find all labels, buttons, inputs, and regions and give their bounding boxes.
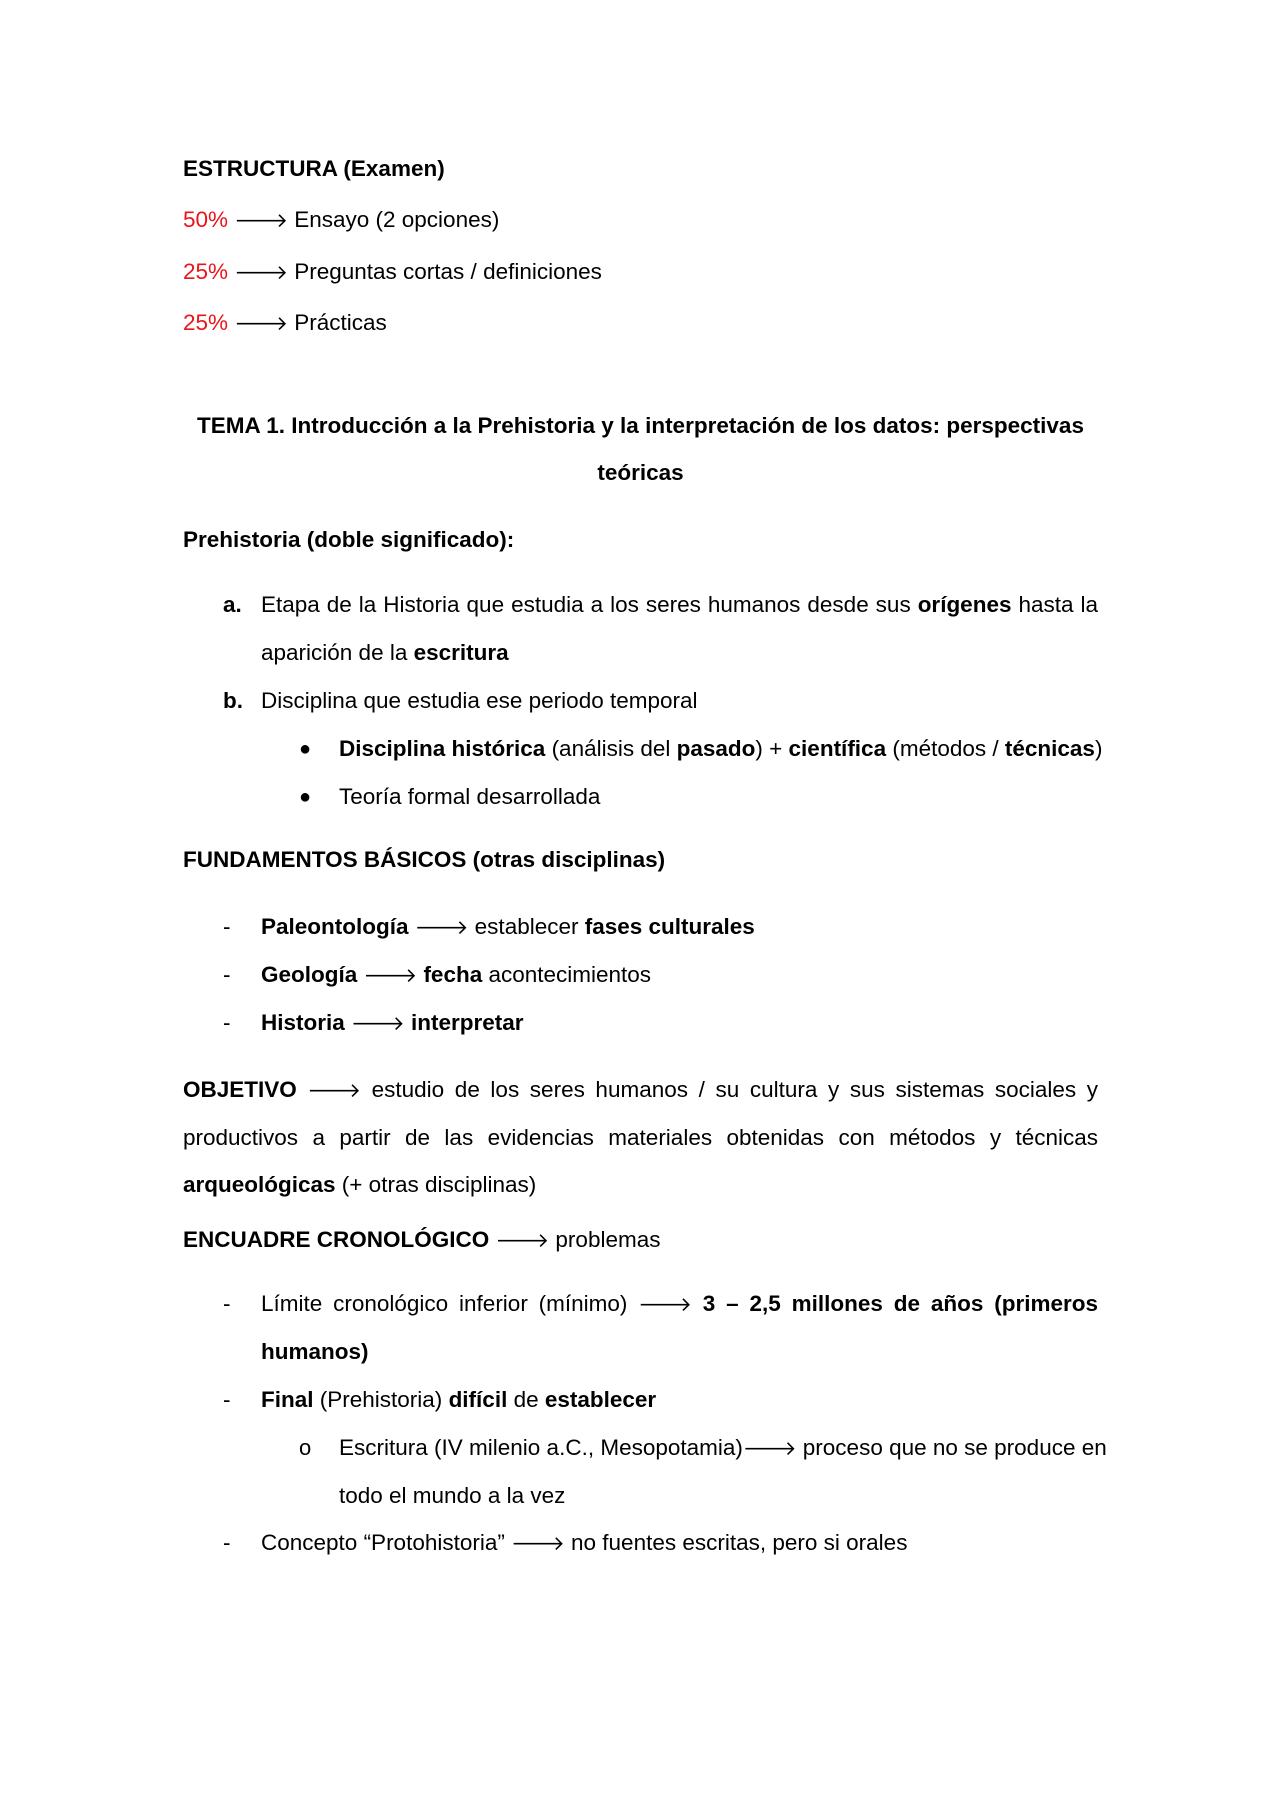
- list-item-a-line1: Etapa de la Historia que estudia a los seres humanos desde sus orígenes hasta la: [261, 592, 1098, 617]
- list-label-b: b.: [223, 688, 243, 713]
- arrow-right-icon: 🡒: [234, 311, 288, 335]
- arrow-right-icon: 🡒: [307, 1078, 362, 1102]
- bullet-icon: ●: [299, 786, 312, 808]
- percentage: 25%: [183, 259, 229, 284]
- dash-marker: -: [223, 1530, 231, 1555]
- fundamentos-heading: FUNDAMENTOS BÁSICOS (otras disciplinas): [183, 847, 666, 872]
- fundamentos-item: Paleontología 🡒 establecer fases culturales: [261, 914, 755, 939]
- objetivo-line1: OBJETIVO 🡒 estudio de los seres humanos / su cultura y sus sistemas sociales y: [183, 1077, 1098, 1102]
- structure-item: [183, 309, 1098, 337]
- list-item-a: [261, 581, 1098, 677]
- dash-marker: -: [223, 1291, 231, 1316]
- encuadre-item: Concepto “Protohistoria” 🡒 no fuentes escritas, pero si orales: [261, 1530, 908, 1555]
- tema-title-line2: teóricas: [597, 460, 684, 485]
- prehistoria-heading: Prehistoria (doble significado):: [183, 527, 515, 552]
- arrow-right-icon: 🡒: [742, 1436, 797, 1460]
- list-label-a: a.: [223, 592, 242, 617]
- arrow-right-icon: 🡒: [234, 208, 288, 232]
- bullet-item: Teoría formal desarrollada: [339, 784, 601, 809]
- percentage: 25%: [183, 310, 229, 335]
- arrow-right-icon: 🡒: [414, 915, 469, 939]
- objetivo-line2: productivos a partir de las evidencias materiales obtenidas con métodos y técnicas: [183, 1125, 1098, 1150]
- encuadre-subitem-line2: todo el mundo a la vez: [339, 1483, 566, 1508]
- structure-item: [183, 258, 1098, 286]
- arrow-right-icon: 🡒: [363, 963, 418, 987]
- arrow-right-icon: 🡒: [511, 1531, 565, 1555]
- encuadre-subitem: [339, 1424, 1107, 1520]
- bullet-icon: ●: [299, 738, 312, 760]
- objetivo-paragraph: [183, 1066, 1098, 1208]
- structure-title: ESTRUCTURA (Examen): [183, 156, 445, 181]
- sub-bullet-icon: o: [299, 1435, 312, 1460]
- arrow-right-icon: 🡒: [638, 1292, 692, 1316]
- structure-item: [183, 206, 1098, 234]
- item-text: Prácticas: [294, 310, 387, 335]
- fundamentos-item: Geología 🡒 fecha acontecimientos: [261, 962, 652, 987]
- item-text: Ensayo (2 opciones): [294, 207, 500, 232]
- dash-marker: -: [223, 1387, 231, 1412]
- dash-marker: -: [223, 914, 231, 939]
- list-item-a-line2: aparición de la escritura: [261, 640, 509, 665]
- dash-marker: -: [223, 962, 231, 987]
- encuadre-item-line1: Límite cronológico inferior (mínimo) 🡒 3 – 2,5 millones de años (primeros: [261, 1291, 1098, 1316]
- list-item-b: Disciplina que estudia ese periodo temporal: [261, 688, 698, 713]
- encuadre-item-line2: humanos): [261, 1339, 369, 1364]
- arrow-right-icon: 🡒: [234, 260, 288, 284]
- encuadre-heading: ENCUADRE CRONOLÓGICO 🡒 problemas: [183, 1227, 661, 1252]
- percentage: 50%: [183, 207, 229, 232]
- bullet-item: Disciplina histórica (análisis del pasado) + científica (métodos / técnicas): [339, 736, 1103, 761]
- tema-title-line1: TEMA 1. Introducción a la Prehistoria y la interpretación de los datos: perspectivas: [197, 413, 1084, 438]
- item-text: Preguntas cortas / definiciones: [294, 259, 602, 284]
- fundamentos-item: Historia 🡒 interpretar: [261, 1010, 524, 1035]
- encuadre-item: Final (Prehistoria) difícil de establecer: [261, 1387, 657, 1412]
- dash-marker: -: [223, 1010, 231, 1035]
- encuadre-item: [261, 1280, 1098, 1376]
- arrow-right-icon: 🡒: [495, 1228, 550, 1252]
- arrow-right-icon: 🡒: [351, 1011, 405, 1035]
- objetivo-line3: arqueológicas (+ otras disciplinas): [183, 1172, 537, 1197]
- encuadre-subitem-line1: Escritura (IV milenio a.C., Mesopotamia)🡒 proceso que no se produce en: [339, 1435, 1107, 1460]
